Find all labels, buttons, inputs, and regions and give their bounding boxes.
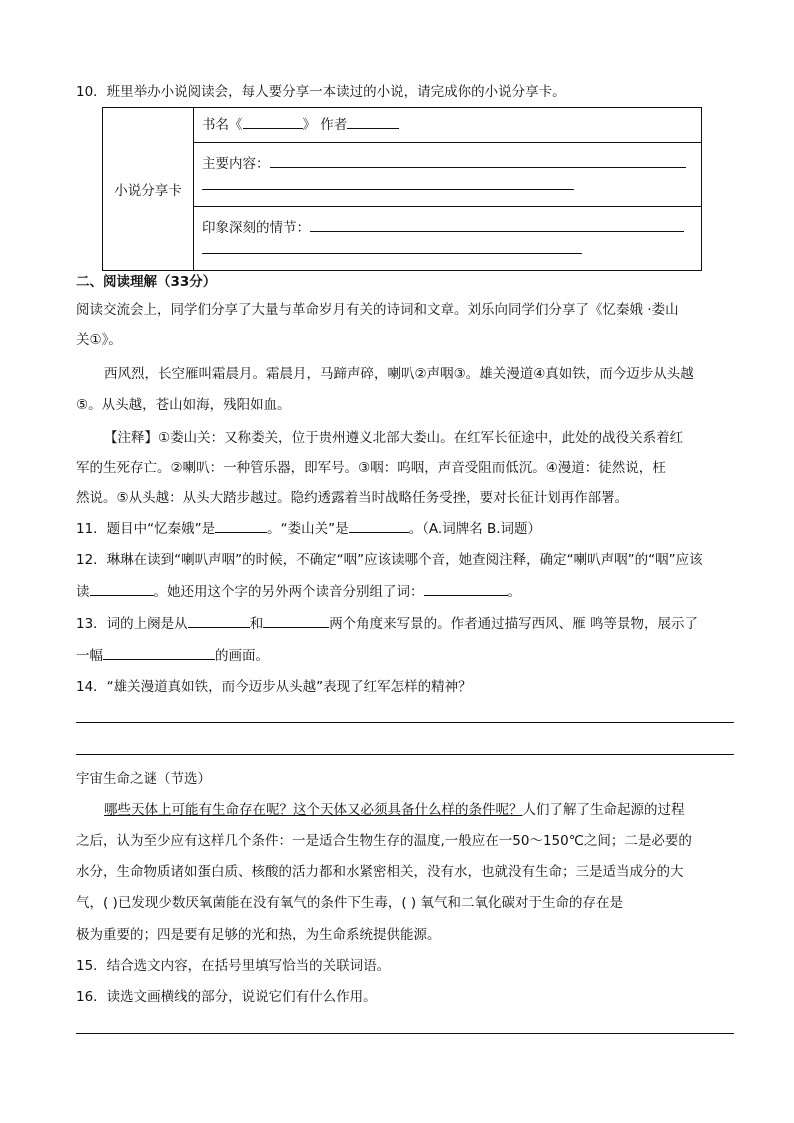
q13-blank-1[interactable] <box>188 613 250 628</box>
question-12-line-1: 12．琳琳在读到“喇叭声咽”的时候，不确定“咽”应该读哪个音，她查阅注释，确定“喇叭声咽”的“咽”应该 <box>76 552 703 568</box>
q11-blank-1[interactable] <box>215 518 267 533</box>
poem-line-2: ⑤。从头越，苍山如海，残阳如血。 <box>76 397 291 413</box>
book-title-blank[interactable] <box>243 114 303 129</box>
card-plot-row <box>194 207 702 271</box>
q14-answer-line-2[interactable] <box>76 754 734 755</box>
q12-part-c: 。 <box>507 584 521 600</box>
section-heading: 二、阅读理解（33分） <box>76 274 217 290</box>
passage-line-2: 之后，认为至少应有这样几个条件：一是适合生物生存的温度,一般应在一50～150℃之间；二是必要的 <box>76 833 692 849</box>
card-main-content-row <box>194 143 702 207</box>
question-11 <box>76 518 541 539</box>
q12-blank-2[interactable] <box>424 581 508 596</box>
q12-part-a: 读 <box>76 584 90 600</box>
q11-blank-2[interactable] <box>349 518 409 533</box>
question-14: 14．“雄关漫道真如铁，而今迈步从头越”表现了红军怎样的精神？ <box>76 679 472 695</box>
intro-line-2: 关①》。 <box>76 332 122 348</box>
passage-line-3: 水分，生命物质诸如蛋白质、核酸的活力都和水紧密相关，没有水，也就没有生命；三是适当成分的大 <box>76 864 684 880</box>
author-blank[interactable] <box>347 114 399 129</box>
question-13-line-1 <box>76 613 698 634</box>
plot-blank-1[interactable] <box>310 217 684 232</box>
passage-line-5: 极为重要的；四是要有足够的光和热，为生命系统提供能源。 <box>76 927 441 943</box>
question-10: 10．班里举办小说阅读会，每人要分享一本读过的小说，请完成你的小说分享卡。 <box>76 84 566 100</box>
main-content-blank-1[interactable] <box>270 153 686 168</box>
q13-blank-3[interactable] <box>103 645 215 660</box>
q13-part-d: 一幅 <box>76 648 103 664</box>
passage-title: 宇宙生命之谜（节选） <box>76 771 211 787</box>
main-content-blank-2[interactable] <box>202 175 574 190</box>
q14-answer-line-1[interactable] <box>76 722 734 723</box>
question-13-line-2 <box>76 645 269 666</box>
main-content-label: 主要内容： <box>202 155 270 172</box>
novel-share-card <box>102 107 702 271</box>
card-book-row <box>194 108 702 143</box>
plot-label: 印象深刻的情节： <box>202 219 310 236</box>
note-line-1: 【注释】①娄山关：又称娄关，位于贵州遵义北部大娄山。在红军长征途中，此处的战役关系着红 <box>104 430 684 446</box>
q12-blank-1[interactable] <box>90 581 154 596</box>
question-16: 16．读选文画横线的部分，说说它们有什么作用。 <box>76 989 377 1005</box>
q11-part-a: 11．题目中“忆秦娥”是 <box>76 521 216 537</box>
passage-line-4: 气，( )已发现少数厌氧菌能在没有氧气的条件下生毒，( ) 氧气和二氧化碳对于生命的存在是 <box>76 895 623 911</box>
plot-blank-2[interactable] <box>202 239 582 254</box>
q11-part-c: 。（A.词牌名 B.词题） <box>408 521 542 537</box>
note-line-3: 然说。⑤从头越：从头大踏步越过。隐约透露着当时战略任务受挫，要对长征计划再作部署。 <box>76 490 629 506</box>
q13-part-e: 的画面。 <box>215 648 269 664</box>
underlined-sentence: 哪些天体上可能有生命存在呢？这个天体又必须具备什么样的条件呢？ <box>104 802 523 818</box>
author-prefix: 》 作者 <box>302 117 348 133</box>
q13-part-c: 两个角度来写景的。作者通过描写西风、雁 鸣等景物，展示了 <box>329 616 698 632</box>
question-15: 15．结合选文内容，在括号里填写恰当的关联词语。 <box>76 958 391 974</box>
book-title-prefix: 书名《 <box>202 117 243 133</box>
q16-answer-line[interactable] <box>76 1033 734 1034</box>
card-label: 小说分享卡 <box>103 108 194 271</box>
intro-line-1: 阅读交流会上，同学们分享了大量与革命岁月有关的诗词和文章。刘乐向同学们分享了《忆秦娥 ·娄山 <box>76 302 679 318</box>
question-12-line-2 <box>76 581 521 602</box>
q13-part-a: 13．词的上阕是从 <box>76 616 188 632</box>
passage-line-1-rest: 人们了解了生命起源的过程 <box>522 802 685 818</box>
q12-part-b: 。她还用这个字的另外两个读音分别组了词： <box>153 584 424 600</box>
q13-blank-2[interactable] <box>263 613 329 628</box>
note-line-2: 军的生死存亡。②喇叭：一种管乐器，即军号。③咽：呜咽，声音受阻而低沉。④漫道：徒然说，枉 <box>76 460 666 476</box>
poem-line-1: 西风烈，长空雁叫霜晨月。霜晨月，马蹄声碎，喇叭②声咽③。雄关漫道④真如铁，而今迈步从头越 <box>104 366 694 382</box>
q11-part-b: 。“娄山关”是 <box>267 521 349 537</box>
passage-line-1 <box>104 800 685 820</box>
q13-part-b: 和 <box>249 616 264 632</box>
